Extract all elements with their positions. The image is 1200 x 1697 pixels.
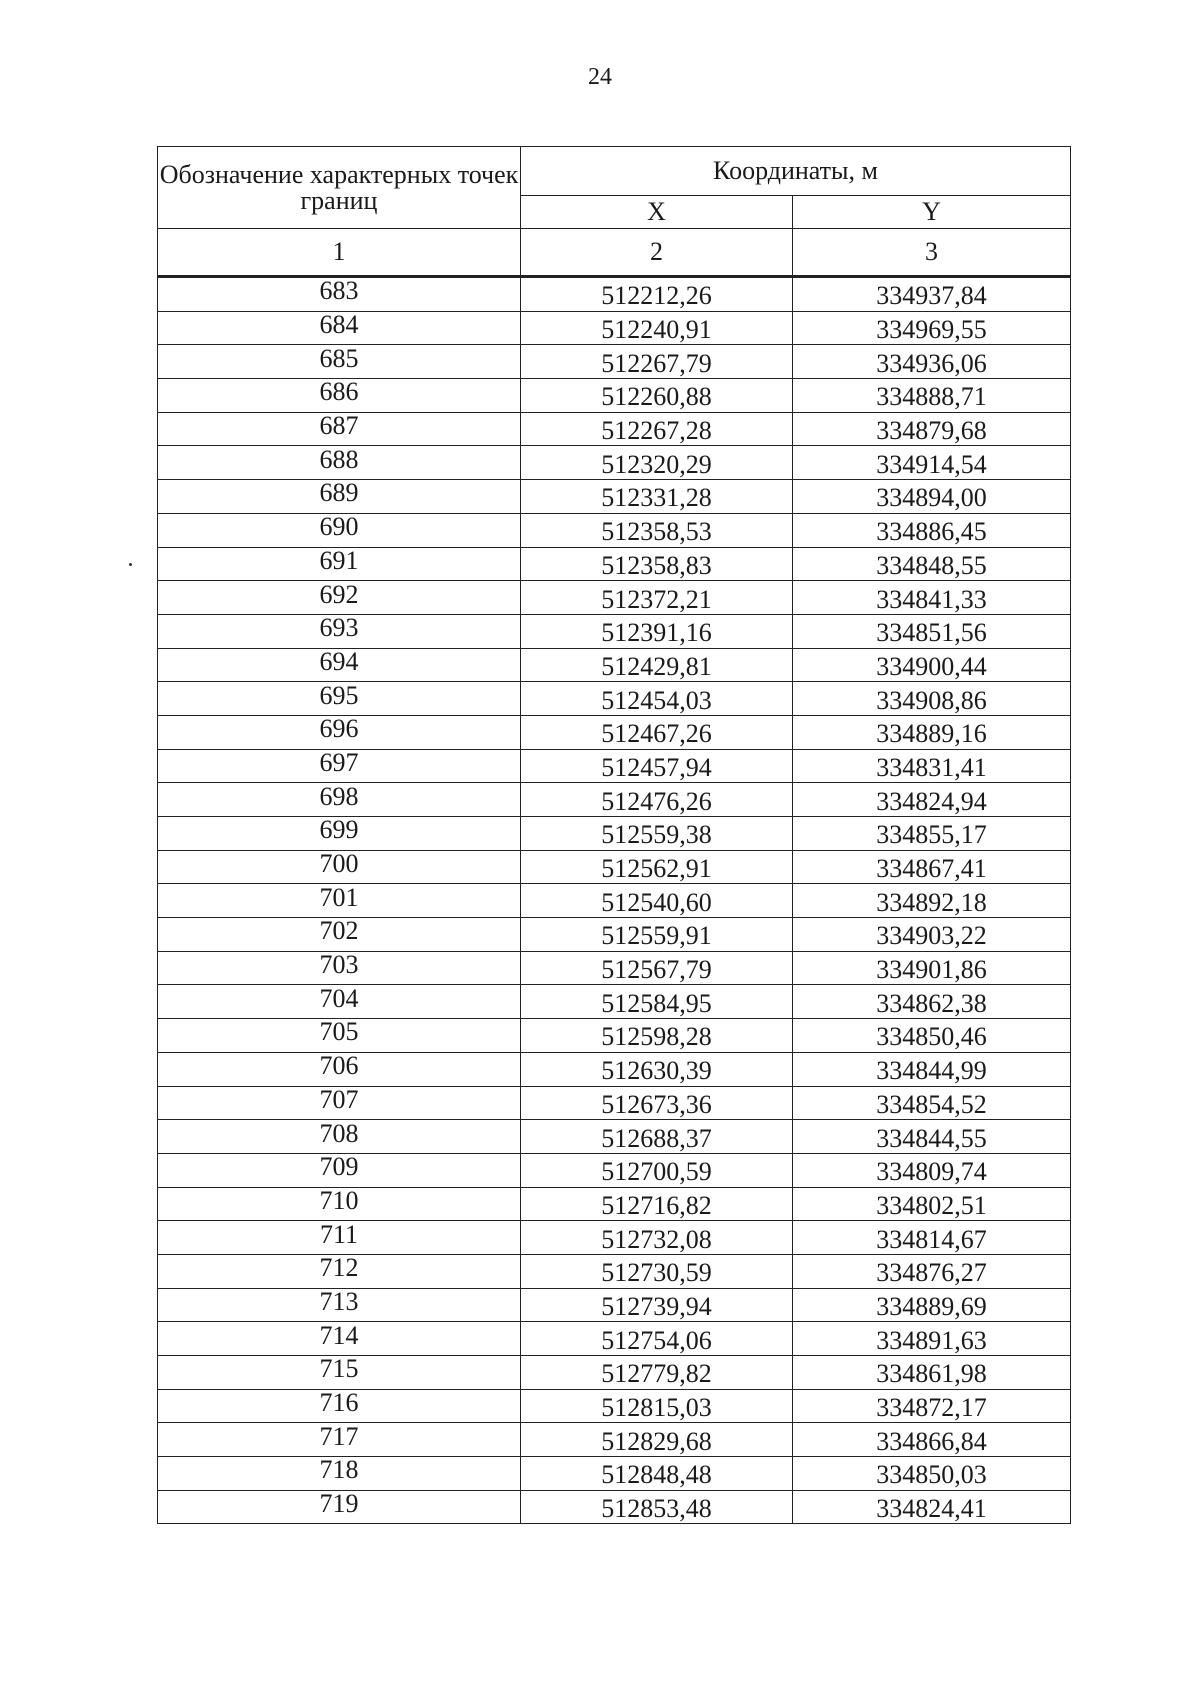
y-cell xyxy=(793,1052,1071,1086)
x-cell-value: 512815,03 xyxy=(601,1393,712,1423)
x-cell xyxy=(521,614,793,648)
point-cell-value: 699 xyxy=(319,815,359,845)
table-row xyxy=(158,850,1071,884)
point-cell xyxy=(158,1086,521,1120)
x-cell xyxy=(521,715,793,749)
point-cell-value: 692 xyxy=(319,579,359,609)
point-cell xyxy=(158,1457,521,1491)
y-cell xyxy=(793,918,1071,952)
header-coordinates: Координаты, м xyxy=(521,147,1071,196)
table-row xyxy=(158,311,1071,345)
y-cell xyxy=(793,277,1071,312)
table-row xyxy=(158,749,1071,783)
table-row xyxy=(158,581,1071,615)
point-cell xyxy=(158,1288,521,1322)
x-cell xyxy=(521,1153,793,1187)
table-row xyxy=(158,1322,1071,1356)
point-cell xyxy=(158,1019,521,1053)
x-cell xyxy=(521,648,793,682)
table-row xyxy=(158,1221,1071,1255)
table-row xyxy=(158,1423,1071,1457)
point-cell-value: 684 xyxy=(319,310,359,340)
y-cell xyxy=(793,884,1071,918)
x-cell-value: 512457,94 xyxy=(601,752,712,782)
x-cell xyxy=(521,884,793,918)
y-cell-value: 334908,86 xyxy=(876,685,987,715)
x-cell xyxy=(521,1120,793,1154)
x-cell xyxy=(521,817,793,851)
x-cell xyxy=(521,1389,793,1423)
point-cell-value: 698 xyxy=(319,781,359,811)
y-cell-value: 334876,27 xyxy=(876,1258,987,1288)
table-row xyxy=(158,412,1071,446)
x-cell-value: 512730,59 xyxy=(601,1258,712,1288)
table-row xyxy=(158,985,1071,1019)
y-cell-value: 334867,41 xyxy=(876,854,987,884)
y-cell xyxy=(793,1389,1071,1423)
y-cell-value: 334854,52 xyxy=(876,1089,987,1119)
y-cell-value: 334914,54 xyxy=(876,449,987,479)
y-cell xyxy=(793,480,1071,514)
table-row xyxy=(158,345,1071,379)
point-cell xyxy=(158,1221,521,1255)
table-row xyxy=(158,1288,1071,1322)
point-cell-value: 687 xyxy=(319,411,359,441)
table-row xyxy=(158,648,1071,682)
y-cell-value: 334886,45 xyxy=(876,517,987,547)
y-cell xyxy=(793,1490,1071,1524)
y-cell xyxy=(793,682,1071,716)
x-cell xyxy=(521,345,793,379)
point-cell xyxy=(158,379,521,413)
table-row xyxy=(158,817,1071,851)
x-cell-value: 512716,82 xyxy=(601,1190,712,1220)
y-cell-value: 334802,51 xyxy=(876,1190,987,1220)
table-row xyxy=(158,1086,1071,1120)
header-x: X xyxy=(521,196,793,229)
y-cell xyxy=(793,379,1071,413)
x-cell-value: 512358,83 xyxy=(601,550,712,580)
x-cell xyxy=(521,783,793,817)
point-cell xyxy=(158,1322,521,1356)
column-number-1: 1 xyxy=(158,229,521,277)
y-cell xyxy=(793,648,1071,682)
x-cell-value: 512829,68 xyxy=(601,1426,712,1456)
y-cell xyxy=(793,817,1071,851)
x-cell-value: 512732,08 xyxy=(601,1224,712,1254)
point-cell xyxy=(158,311,521,345)
y-cell-value: 334824,94 xyxy=(876,786,987,816)
x-cell-value: 512559,38 xyxy=(601,820,712,850)
point-cell-value: 709 xyxy=(319,1152,359,1182)
header-row-numbers xyxy=(158,229,1071,277)
table-row xyxy=(158,547,1071,581)
point-cell xyxy=(158,1356,521,1390)
x-cell xyxy=(521,985,793,1019)
x-cell-value: 512267,28 xyxy=(601,416,712,446)
point-cell xyxy=(158,884,521,918)
point-cell xyxy=(158,345,521,379)
x-cell-value: 512260,88 xyxy=(601,382,712,412)
y-cell xyxy=(793,1221,1071,1255)
x-cell xyxy=(521,1457,793,1491)
point-cell xyxy=(158,682,521,716)
point-cell xyxy=(158,1153,521,1187)
table-row xyxy=(158,1019,1071,1053)
y-cell xyxy=(793,547,1071,581)
table-row xyxy=(158,682,1071,716)
x-cell-value: 512372,21 xyxy=(601,584,712,614)
point-cell xyxy=(158,715,521,749)
x-cell-value: 512559,91 xyxy=(601,921,712,951)
point-cell xyxy=(158,985,521,1019)
y-cell xyxy=(793,446,1071,480)
coordinates-table xyxy=(157,146,1071,1524)
y-cell-value: 334936,06 xyxy=(876,348,987,378)
y-cell-value: 334814,67 xyxy=(876,1224,987,1254)
x-cell-value: 512358,53 xyxy=(601,517,712,547)
point-cell-value: 713 xyxy=(319,1286,359,1316)
x-cell xyxy=(521,1019,793,1053)
point-cell xyxy=(158,918,521,952)
point-cell-value: 711 xyxy=(319,1219,359,1249)
point-cell-value: 694 xyxy=(319,646,359,676)
y-cell xyxy=(793,1187,1071,1221)
y-cell-value: 334892,18 xyxy=(876,887,987,917)
x-cell-value: 512754,06 xyxy=(601,1325,712,1355)
x-cell xyxy=(521,682,793,716)
point-cell-value: 715 xyxy=(319,1354,359,1384)
y-cell-value: 334889,16 xyxy=(876,719,987,749)
y-cell-value: 334900,44 xyxy=(876,651,987,681)
x-cell-value: 512700,59 xyxy=(601,1157,712,1187)
x-cell-value: 512688,37 xyxy=(601,1123,712,1153)
x-cell xyxy=(521,513,793,547)
y-cell xyxy=(793,412,1071,446)
x-cell xyxy=(521,850,793,884)
y-cell xyxy=(793,581,1071,615)
y-cell-value: 334879,68 xyxy=(876,416,987,446)
y-cell xyxy=(793,1356,1071,1390)
x-cell xyxy=(521,1288,793,1322)
y-cell xyxy=(793,1019,1071,1053)
point-cell-value: 718 xyxy=(319,1455,359,1485)
table-row xyxy=(158,1153,1071,1187)
y-cell-value: 334891,63 xyxy=(876,1325,987,1355)
point-cell xyxy=(158,817,521,851)
x-cell-value: 512467,26 xyxy=(601,719,712,749)
point-cell xyxy=(158,446,521,480)
x-cell xyxy=(521,1254,793,1288)
y-cell-value: 334889,69 xyxy=(876,1291,987,1321)
table-row xyxy=(158,1187,1071,1221)
table-row xyxy=(158,1457,1071,1491)
y-cell-value: 334844,55 xyxy=(876,1123,987,1153)
table-row xyxy=(158,1389,1071,1423)
point-cell-value: 691 xyxy=(319,545,359,575)
y-cell xyxy=(793,1423,1071,1457)
point-cell xyxy=(158,412,521,446)
x-cell-value: 512540,60 xyxy=(601,887,712,917)
point-cell-value: 708 xyxy=(319,1118,359,1148)
y-cell xyxy=(793,311,1071,345)
y-cell-value: 334866,84 xyxy=(876,1426,987,1456)
y-cell-value: 334848,55 xyxy=(876,550,987,580)
point-cell-value: 693 xyxy=(319,613,359,643)
table-row xyxy=(158,715,1071,749)
y-cell xyxy=(793,1288,1071,1322)
y-cell-value: 334850,46 xyxy=(876,1022,987,1052)
y-cell xyxy=(793,1457,1071,1491)
x-cell xyxy=(521,918,793,952)
x-cell-value: 512212,26 xyxy=(601,281,712,311)
x-cell xyxy=(521,581,793,615)
y-cell xyxy=(793,1153,1071,1187)
x-cell-value: 512476,26 xyxy=(601,786,712,816)
point-cell-value: 704 xyxy=(319,983,359,1013)
x-cell xyxy=(521,1086,793,1120)
y-cell-value: 334824,41 xyxy=(876,1494,987,1524)
point-cell xyxy=(158,513,521,547)
scan-speck xyxy=(129,563,132,566)
x-cell xyxy=(521,412,793,446)
y-cell-value: 334969,55 xyxy=(876,315,987,345)
point-cell-value: 683 xyxy=(319,276,359,306)
x-cell-value: 512853,48 xyxy=(601,1494,712,1524)
x-cell-value: 512598,28 xyxy=(601,1022,712,1052)
y-cell xyxy=(793,1322,1071,1356)
point-cell xyxy=(158,1187,521,1221)
y-cell xyxy=(793,345,1071,379)
y-cell-value: 334861,98 xyxy=(876,1359,987,1389)
point-cell xyxy=(158,850,521,884)
point-cell xyxy=(158,1389,521,1423)
column-number-3: 3 xyxy=(793,229,1071,277)
x-cell xyxy=(521,1356,793,1390)
y-cell xyxy=(793,1120,1071,1154)
point-cell-value: 714 xyxy=(319,1320,359,1350)
x-cell-value: 512240,91 xyxy=(601,315,712,345)
y-cell-value: 334862,38 xyxy=(876,988,987,1018)
point-cell-value: 700 xyxy=(319,849,359,879)
y-cell-value: 334831,41 xyxy=(876,752,987,782)
x-cell xyxy=(521,446,793,480)
table-row xyxy=(158,1120,1071,1154)
point-cell xyxy=(158,1490,521,1524)
point-cell xyxy=(158,1254,521,1288)
y-cell xyxy=(793,951,1071,985)
x-cell-value: 512584,95 xyxy=(601,988,712,1018)
y-cell xyxy=(793,715,1071,749)
header-y: Y xyxy=(793,196,1071,229)
x-cell xyxy=(521,1187,793,1221)
point-cell xyxy=(158,1120,521,1154)
y-cell-value: 334872,17 xyxy=(876,1393,987,1423)
table-row xyxy=(158,480,1071,514)
y-cell-value: 334809,74 xyxy=(876,1157,987,1187)
point-cell-value: 697 xyxy=(319,747,359,777)
y-cell-value: 334903,22 xyxy=(876,921,987,951)
table-row xyxy=(158,379,1071,413)
y-cell-value: 334855,17 xyxy=(876,820,987,850)
header-point-designation: Обозначение характерных точек границ xyxy=(158,147,521,229)
x-cell xyxy=(521,547,793,581)
x-cell-value: 512562,91 xyxy=(601,854,712,884)
point-cell xyxy=(158,277,521,312)
point-cell-value: 695 xyxy=(319,680,359,710)
point-cell-value: 696 xyxy=(319,714,359,744)
table-row xyxy=(158,1052,1071,1086)
y-cell-value: 334901,86 xyxy=(876,955,987,985)
y-cell-value: 334844,99 xyxy=(876,1056,987,1086)
column-number-2: 2 xyxy=(521,229,793,277)
y-cell-value: 334851,56 xyxy=(876,618,987,648)
table-row xyxy=(158,783,1071,817)
y-cell-value: 334841,33 xyxy=(876,584,987,614)
point-cell-value: 710 xyxy=(319,1185,359,1215)
x-cell-value: 512630,39 xyxy=(601,1056,712,1086)
table-row xyxy=(158,614,1071,648)
table-row xyxy=(158,918,1071,952)
y-cell xyxy=(793,1254,1071,1288)
x-cell-value: 512673,36 xyxy=(601,1089,712,1119)
point-cell-value: 705 xyxy=(319,1017,359,1047)
y-cell xyxy=(793,614,1071,648)
point-cell-value: 707 xyxy=(319,1084,359,1114)
point-cell xyxy=(158,547,521,581)
point-cell-value: 706 xyxy=(319,1051,359,1081)
x-cell xyxy=(521,379,793,413)
point-cell xyxy=(158,951,521,985)
point-cell-value: 717 xyxy=(319,1421,359,1451)
x-cell-value: 512320,29 xyxy=(601,449,712,479)
table-row xyxy=(158,884,1071,918)
point-cell-value: 702 xyxy=(319,916,359,946)
table-row xyxy=(158,951,1071,985)
table-row xyxy=(158,1254,1071,1288)
y-cell xyxy=(793,749,1071,783)
table-row xyxy=(158,1490,1071,1524)
x-cell-value: 512779,82 xyxy=(601,1359,712,1389)
x-cell xyxy=(521,1423,793,1457)
point-cell xyxy=(158,749,521,783)
point-cell xyxy=(158,648,521,682)
point-cell xyxy=(158,480,521,514)
point-cell xyxy=(158,1423,521,1457)
header-row-1 xyxy=(158,147,1071,196)
y-cell xyxy=(793,850,1071,884)
point-cell-value: 686 xyxy=(319,377,359,407)
x-cell-value: 512429,81 xyxy=(601,651,712,681)
point-cell-value: 689 xyxy=(319,478,359,508)
table-row xyxy=(158,513,1071,547)
y-cell xyxy=(793,513,1071,547)
x-cell xyxy=(521,1221,793,1255)
point-cell-value: 690 xyxy=(319,512,359,542)
x-cell-value: 512567,79 xyxy=(601,955,712,985)
table-row xyxy=(158,446,1071,480)
point-cell-value: 719 xyxy=(319,1489,359,1519)
y-cell-value: 334894,00 xyxy=(876,483,987,513)
table-row xyxy=(158,277,1071,312)
y-cell xyxy=(793,1086,1071,1120)
point-cell xyxy=(158,1052,521,1086)
point-cell-value: 703 xyxy=(319,950,359,980)
point-cell-value: 701 xyxy=(319,882,359,912)
x-cell-value: 512848,48 xyxy=(601,1460,712,1490)
x-cell-value: 512454,03 xyxy=(601,685,712,715)
y-cell-value: 334937,84 xyxy=(876,281,987,311)
point-cell-value: 688 xyxy=(319,444,359,474)
x-cell xyxy=(521,951,793,985)
x-cell xyxy=(521,277,793,312)
x-cell xyxy=(521,480,793,514)
x-cell-value: 512267,79 xyxy=(601,348,712,378)
point-cell-value: 712 xyxy=(319,1253,359,1283)
x-cell xyxy=(521,749,793,783)
x-cell-value: 512391,16 xyxy=(601,618,712,648)
point-cell xyxy=(158,614,521,648)
point-cell xyxy=(158,783,521,817)
x-cell-value: 512739,94 xyxy=(601,1291,712,1321)
page-number: 24 xyxy=(588,64,612,90)
table-row xyxy=(158,1356,1071,1390)
x-cell xyxy=(521,1490,793,1524)
point-cell xyxy=(158,581,521,615)
x-cell xyxy=(521,1052,793,1086)
y-cell-value: 334850,03 xyxy=(876,1460,987,1490)
x-cell xyxy=(521,311,793,345)
y-cell xyxy=(793,985,1071,1019)
point-cell-value: 685 xyxy=(319,343,359,373)
y-cell xyxy=(793,783,1071,817)
y-cell-value: 334888,71 xyxy=(876,382,987,412)
point-cell-value: 716 xyxy=(319,1388,359,1418)
x-cell-value: 512331,28 xyxy=(601,483,712,513)
x-cell xyxy=(521,1322,793,1356)
